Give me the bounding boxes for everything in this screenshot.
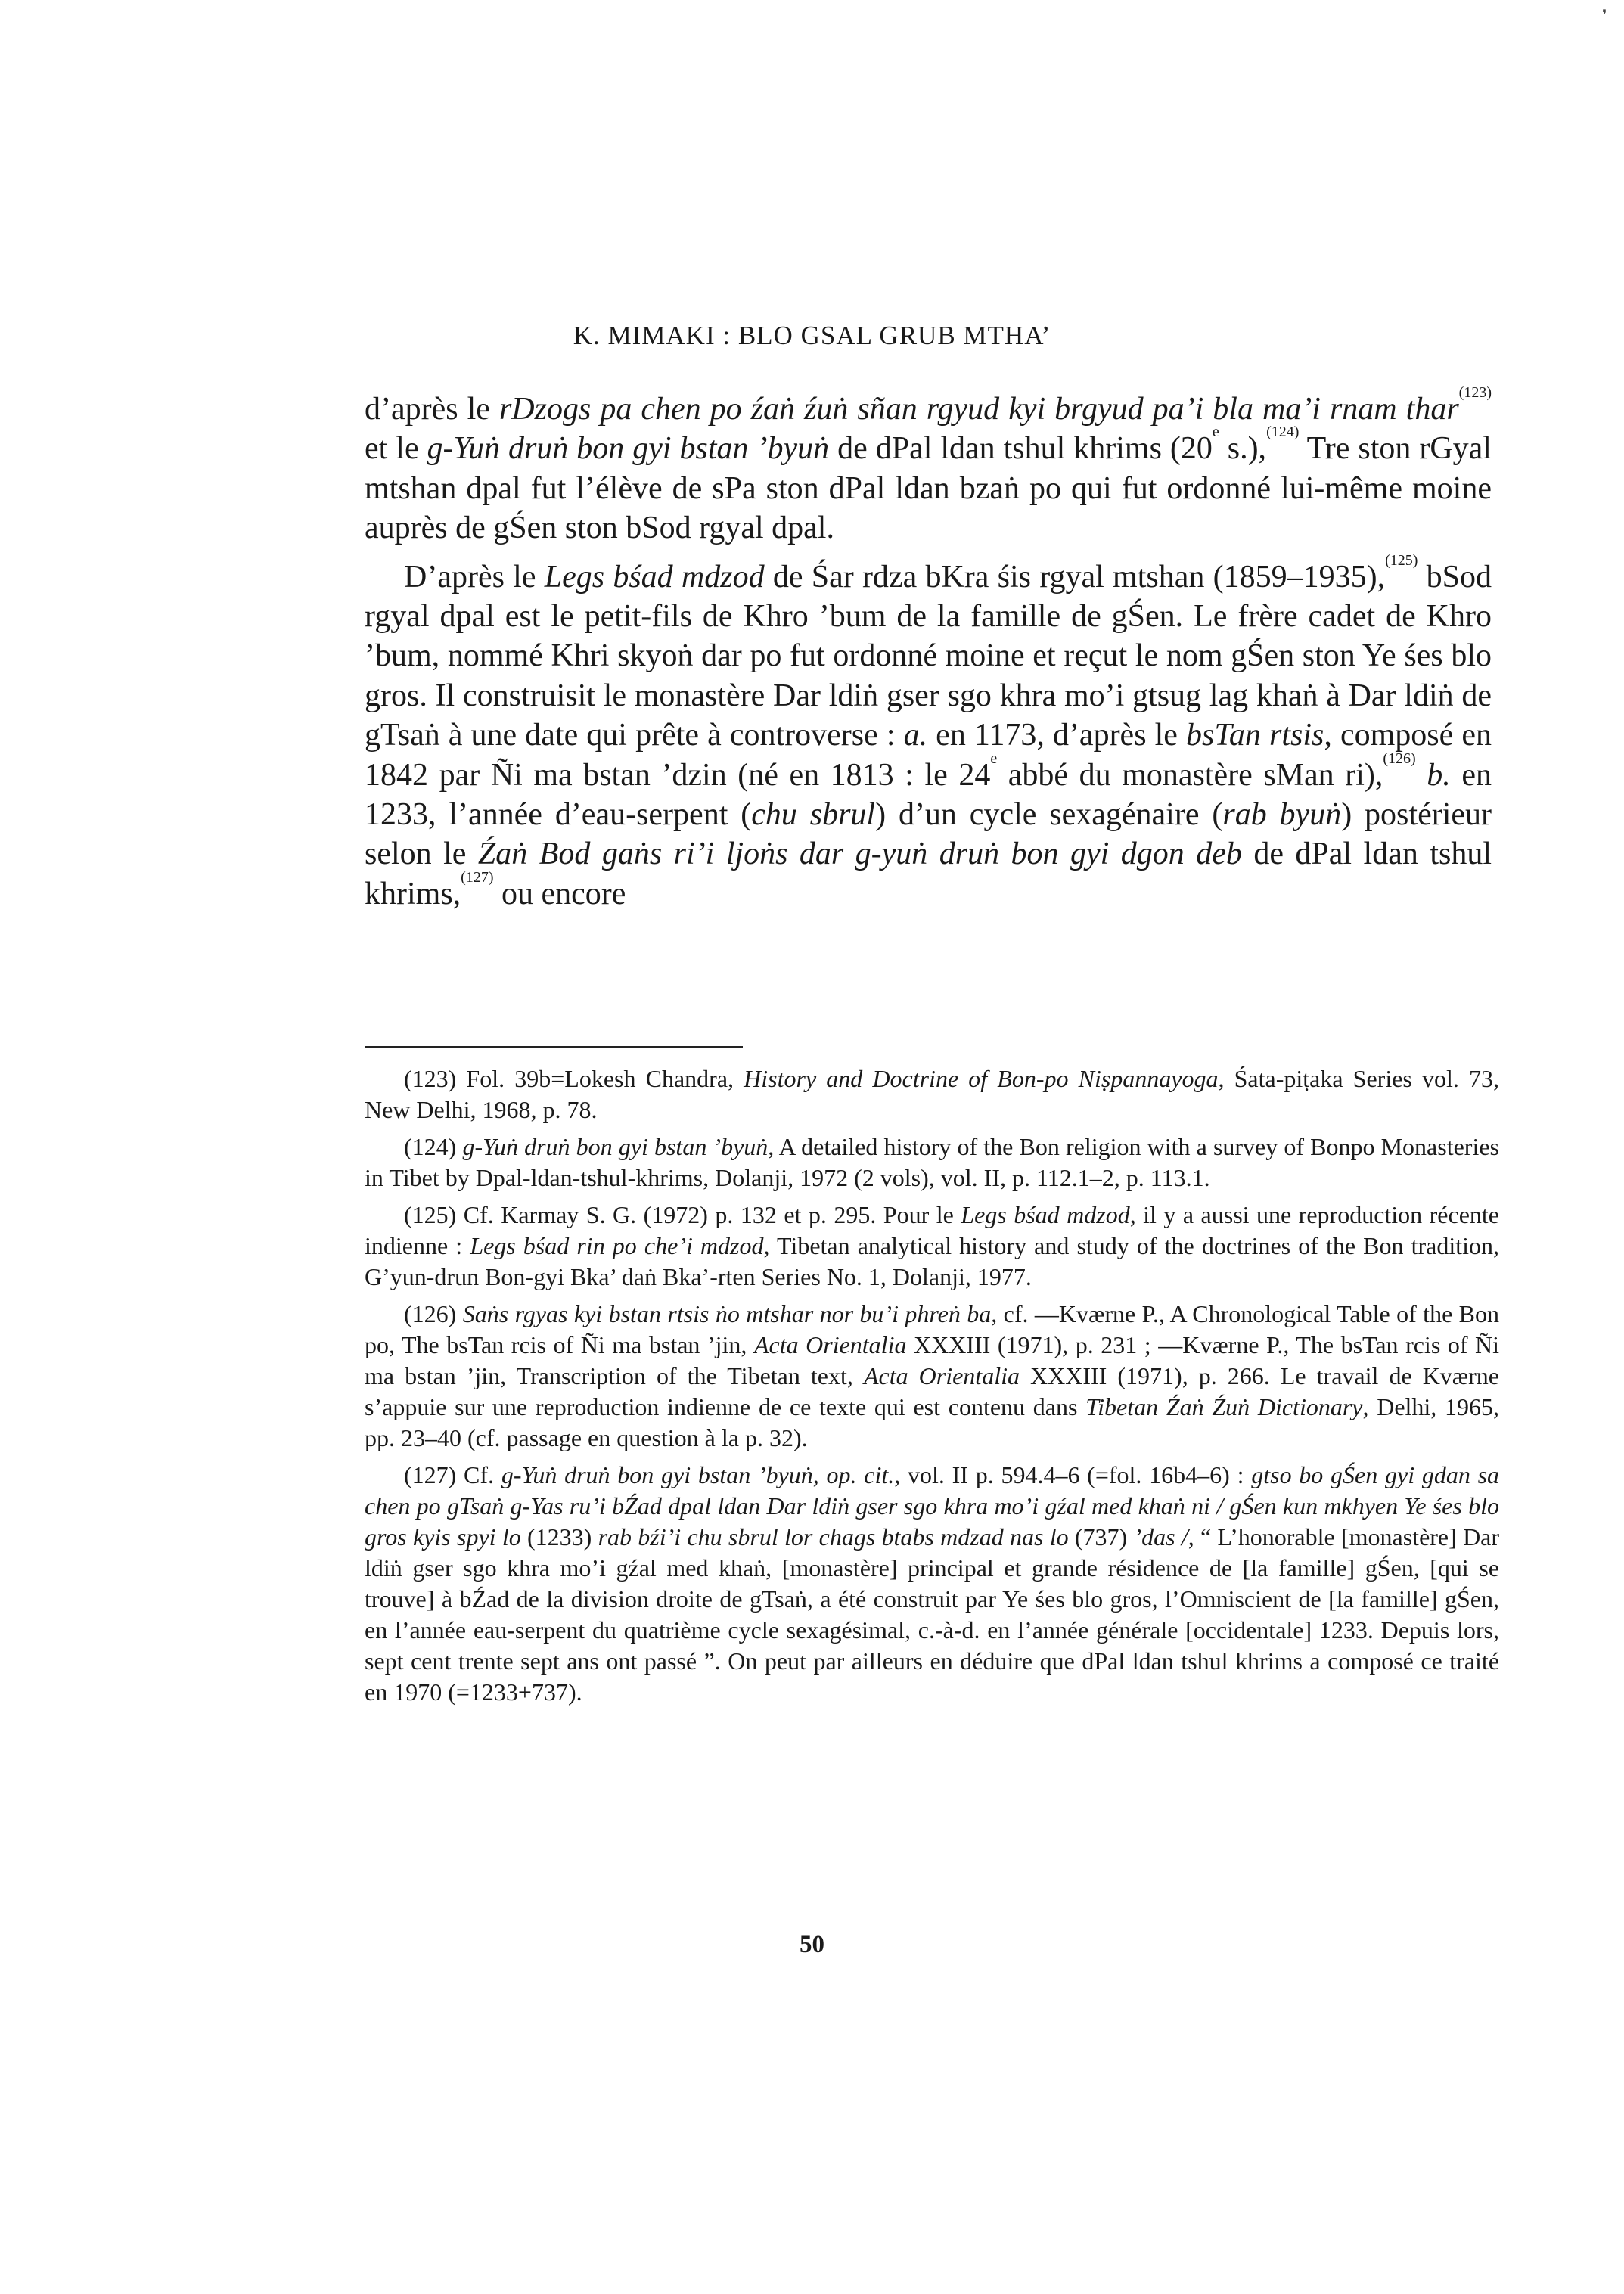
- italic-text: Źaṅ Bod gaṅs ri’i ljoṅs dar g-yuṅ druṅ bon gyi dgon deb: [477, 837, 1242, 872]
- text-run: ) postérieur selon le: [365, 797, 1492, 872]
- text-run: , “ L’honorable [monastère] Dar ldiṅ gser sgo khra mo’i gźal med khaṅ, [monastère] principal et grande résidence de [la famille] gŚen, [qui se trouve] à bŹad de la division droite de gTsaṅ, a été construit par Ye śes blo gros, l’Omniscient de [la famille] gŚen, en l’année eau-serpent du quatrième cycle sexagésimal, c.-à-d. en l’année générale [occidentale] 1233. Depuis lors, sept cent trente sept ans ont passé ”. On peut par ailleurs en déduire que dPal ldan tshul khrims a composé ce traité en 1970 (=1233+737).: [365, 1523, 1500, 1706]
- footnote-ref: (127): [461, 868, 494, 886]
- text-run: ) d’un cycle sexagénaire (: [875, 797, 1223, 833]
- footnote-ref: (126): [1383, 750, 1416, 767]
- text-run: D’après le: [404, 559, 545, 594]
- page-number: 50: [800, 1931, 824, 1958]
- footnote-ref: (125): [1385, 551, 1418, 569]
- italic-text: Tibetan Źaṅ Źuṅ Dictionary: [1085, 1393, 1363, 1420]
- text-run: (1233): [520, 1523, 598, 1551]
- italic-text: rDzogs pa chen po źaṅ źuṅ sñan rgyud kyi brgyud pa’i bla ma’i rnam thar: [498, 392, 1459, 427]
- italic-text: b.: [1427, 757, 1451, 793]
- italic-text: History and Doctrine of Bon-po Niṣpannayoga: [744, 1065, 1219, 1092]
- text-run: , Śata-piṭaka Series vol. 73, New Delhi, 1968, p. 78.: [365, 1065, 1500, 1123]
- text-run: , Tibetan analytical history and study of the doctrines of the Bon tradition, G’yun-drun Bon-gyi Bka’ daṅ Bka’-rten Series No. 1, Dolanji, 1977.: [365, 1232, 1500, 1290]
- text-run: (126): [404, 1300, 463, 1327]
- text-run: XXXIII (1971), p. 231 ; —Kværne P., The bsTan rcis of Ñi ma bstan ’jin, Transcription of the Tibetan text,: [365, 1331, 1500, 1389]
- text-run: de Śar rdza bKra śis rgyal mtshan (1859–1935),: [764, 559, 1386, 594]
- text-run: (737): [1068, 1523, 1134, 1551]
- text-run: , A detailed history of the Bon religion with a survey of Bonpo Monasteries in Tibet by Dpal-ldan-tshul-khrims, Dolanji, 1972 (2 vols), vol. II, p. 112.1–2, p. 113.1.: [365, 1133, 1500, 1191]
- text-run: ou encore: [493, 876, 626, 911]
- text-run: , Delhi, 1965, pp. 23–40 (cf. passage en question à la p. 32).: [365, 1393, 1500, 1451]
- text-run: et le: [365, 431, 427, 467]
- italic-text: g-Yuṅ druṅ bon gyi bstan ’byuṅ: [427, 431, 830, 467]
- text-run: , cf. —Kværne P., A Chronological Table of the Bon po, The bsTan rcis of Ñi ma bstan ’jin,: [365, 1300, 1500, 1358]
- italic-text: rab byuṅ: [1222, 797, 1342, 833]
- paragraph-2: [365, 551, 1492, 914]
- italic-text: ’das /: [1133, 1523, 1188, 1551]
- text-run: de dPal ldan tshul khrims (20: [829, 431, 1213, 467]
- footnotes: [365, 1063, 1499, 1714]
- italic-text: Legs bśad mdzod: [544, 559, 765, 594]
- footnote-ref: (124): [1266, 424, 1300, 441]
- footnote-rule: [365, 1046, 743, 1048]
- text-run: en 1233, l’année d’eau-serpent (: [365, 757, 1492, 833]
- text-run: d’après le: [365, 392, 499, 427]
- text-run: [1416, 758, 1427, 793]
- italic-text: Saṅs rgyas kyi bstan rtsis ṅo mtshar nor bu’i phreṅ ba: [462, 1300, 992, 1327]
- footnote-ref: (123): [1458, 384, 1492, 401]
- corner-mark: ❜: [1602, 8, 1607, 24]
- text-run: XXXIII (1971), p. 266. Le travail de Kværne s’appuie sur une reproduction indienne de ce texte qui est contenu dans: [365, 1362, 1500, 1420]
- main-text: [365, 384, 1492, 914]
- footnote-127: [365, 1460, 1499, 1708]
- italic-text: a.: [903, 718, 928, 753]
- italic-text: g-Yuṅ druṅ bon gyi bstan ’byuṅ: [462, 1133, 769, 1160]
- text-run: abbé du monastère sMan ri),: [997, 757, 1383, 793]
- running-head: K. MIMAKI : BLO GSAL GRUB MTHA’: [573, 321, 1051, 350]
- text-run: , vol. II p. 594.4–6 (=fol. 16b4–6) :: [894, 1461, 1252, 1488]
- footnote-ref: e: [990, 750, 998, 767]
- italic-text: rab bźi’i chu sbrul lor chags btabs mdzad nas lo: [598, 1523, 1069, 1551]
- italic-text: g-Yuṅ druṅ bon gyi bstan ’byuṅ, op. cit.: [501, 1461, 895, 1488]
- text-run: (123) Fol. 39b=Lokesh Chandra,: [404, 1065, 744, 1092]
- text-run: Tre ston rGyal mtshan dpal fut l’élève de sPa ston dPal ldan bzaṅ po qui fut ordonné lui-même moine auprès de gŚen ston bSod rgyal dpal.: [365, 431, 1492, 546]
- italic-text: chu sbrul: [751, 797, 876, 833]
- footnote-125: [365, 1200, 1499, 1293]
- text-run: de dPal ldan tshul khrims,: [365, 837, 1492, 911]
- italic-text: bsTan rtsis: [1186, 718, 1324, 753]
- text-run: bSod rgyal dpal est le petit-fils de Khro ’bum de la famille de gŚen. Le frère cadet de Khro ’bum, nommé Khri skyoṅ dar po fut ordonné moine et reçut le nom gŚen ston Ye śes blo gros. Il construisit le monastère Dar ldiṅ gser sgo khra mo’i gtsug lag khaṅ à Dar ldiṅ de gTsaṅ à une date qui prête à controverse :: [365, 559, 1492, 753]
- text-run: , composé en 1842 par Ñi ma bstan ’dzin (né en 1813 : le 24: [365, 718, 1492, 793]
- footnote-124: [365, 1131, 1499, 1194]
- paragraph-1: [365, 384, 1492, 548]
- footnote-ref: e: [1212, 424, 1219, 441]
- text-run: (127) Cf.: [404, 1461, 501, 1488]
- italic-text: gtso bo gŚen gyi gdan sa chen po gTsaṅ g-Yas ru’i bŹad dpal ldan Dar ldiṅ gser sgo khra mo’i gźal med khaṅ ni / gŚen kun mkhyen Ye śes blo gros kyis spyi lo: [365, 1461, 1500, 1551]
- italic-text: Acta Orientalia: [863, 1362, 1020, 1389]
- footnote-126: [365, 1299, 1499, 1454]
- italic-text: Legs bśad rin po che’i mdzod: [470, 1232, 764, 1259]
- text-run: (124): [404, 1133, 463, 1160]
- footnote-123: [365, 1063, 1499, 1125]
- text-run: s.),: [1219, 431, 1267, 467]
- text-run: (125) Cf. Karmay S. G. (1972) p. 132 et p. 295. Pour le: [404, 1201, 961, 1228]
- text-run: en 1173, d’après le: [927, 718, 1187, 753]
- italic-text: Acta Orientalia: [753, 1331, 907, 1358]
- text-run: , il y a aussi une reproduction récente indienne :: [365, 1201, 1500, 1259]
- italic-text: Legs bśad mdzod: [961, 1201, 1130, 1228]
